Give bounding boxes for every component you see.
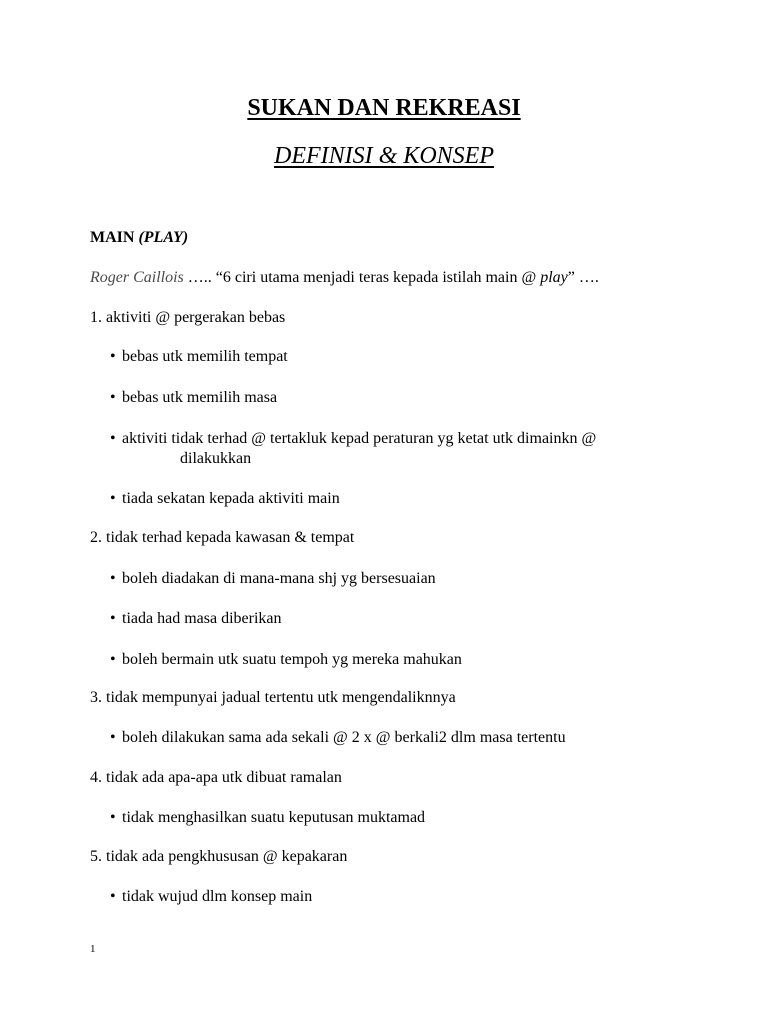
list-item-text: boleh diadakan di mana-mana shj yg bersesuaian <box>122 570 436 587</box>
list-item <box>110 347 288 367</box>
bullet-icon: • <box>110 651 116 668</box>
list-item-text: tidak menghasilkan suatu keputusan muktamad <box>122 809 426 826</box>
bullet-icon: • <box>110 430 116 447</box>
list-item-continuation: dilakukkan <box>180 450 252 467</box>
bullet-icon: • <box>110 888 116 905</box>
list-item-text: tiada had masa diberikan <box>122 610 282 627</box>
point-5: 5. tidak ada pengkhususan @ kepakaran <box>90 848 348 865</box>
bullet-icon: • <box>110 570 116 587</box>
list-item-text: bebas utk memilih masa <box>122 389 278 406</box>
bullet-icon: • <box>110 610 116 627</box>
section-heading <box>90 228 188 248</box>
list-item-text: aktiviti tidak terhad @ tertakluk kepad peraturan yg ketat utk dimainkn @ <box>122 430 597 447</box>
list-item-text: boleh bermain utk suatu tempoh yg mereka mahukan <box>122 651 462 668</box>
section-heading-em: (PLAY) <box>138 229 189 246</box>
list-item <box>110 728 566 748</box>
point-2: 2. tidak terhad kepada kawasan & tempat <box>90 529 355 546</box>
section-heading-text: MAIN <box>90 229 135 246</box>
list-item <box>110 609 282 629</box>
point-1: 1. aktiviti @ pergerakan bebas <box>90 309 286 326</box>
list-item-text: tiada sekatan kepada aktiviti main <box>122 490 340 507</box>
point-4: 4. tidak ada apa-apa utk dibuat ramalan <box>90 769 342 786</box>
list-item <box>110 650 462 670</box>
intro-author: Roger Caillois <box>90 269 184 286</box>
list-item-text: bebas utk memilih tempat <box>122 348 288 365</box>
bullet-icon: • <box>110 809 116 826</box>
bullet-icon: • <box>110 348 116 365</box>
list-item <box>110 887 312 907</box>
intro-line <box>90 268 599 288</box>
list-item <box>110 808 425 828</box>
intro-em: play <box>540 269 568 286</box>
list-item-text: tidak wujud dlm konsep main <box>122 888 313 905</box>
bullet-icon: • <box>110 389 116 406</box>
document-title: SUKAN DAN REKREASI <box>247 95 521 121</box>
list-item <box>110 489 340 509</box>
point-3: 3. tidak mempunyai jadual tertentu utk mengendaliknnya <box>90 689 456 706</box>
document-subtitle: DEFINISI & KONSEP <box>274 143 494 169</box>
list-item <box>110 429 596 449</box>
bullet-icon: • <box>110 729 116 746</box>
page-number: 1 <box>90 943 96 955</box>
list-item <box>110 388 277 408</box>
list-item <box>110 569 436 589</box>
intro-text-before: ….. “6 ciri utama menjadi teras kepada istilah main @ <box>183 269 541 286</box>
list-item-text: boleh dilakukan sama ada sekali @ 2 x @ berkali2 dlm masa tertentu <box>122 729 566 746</box>
intro-text-after: ” …. <box>567 269 599 286</box>
bullet-icon: • <box>110 490 116 507</box>
